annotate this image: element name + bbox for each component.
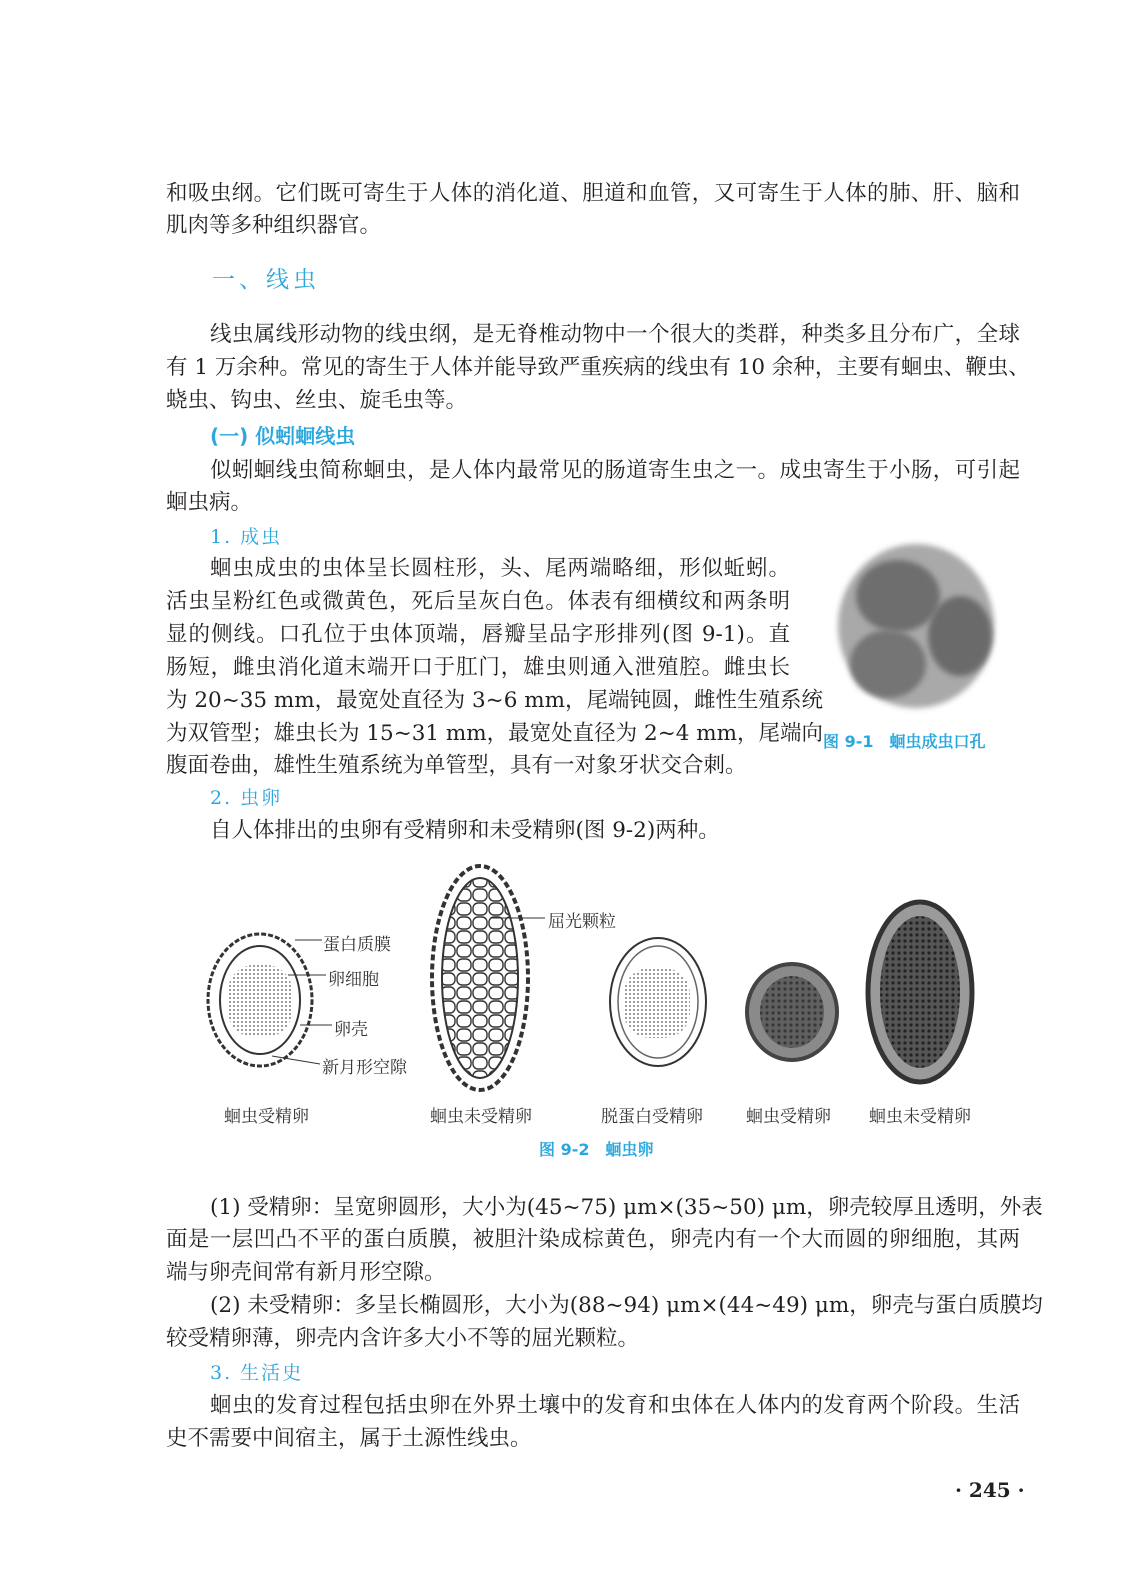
subsection-heading: (一) 似蚓蛔线虫 (210, 424, 356, 448)
panel-label: 蛔虫未受精卵 (869, 1107, 971, 1127)
body-text-line: 活虫呈粉红色或微黄色，死后呈灰白色。体表有细横纹和两条明 (166, 589, 790, 614)
figure-9-2-image (200, 860, 1000, 1100)
body-text-line: (2) 未受精卵：多呈长椭圆形，大小为(88~94) μm×(44~49) μm，卵壳与蛋白质膜均 (210, 1293, 1043, 1318)
figure-9-1-image (830, 536, 1002, 714)
body-text-line: 史不需要中间宿主，属于土源性线虫。 (166, 1426, 532, 1451)
body-text-line: 面是一层凹凸不平的蛋白质膜，被胆汁染成棕黄色，卵壳内有一个大而圆的卵细胞，其两 (166, 1227, 1020, 1252)
body-text-line: 为双管型；雄虫长为 15~31 mm，最宽处直径为 2~4 mm，尾端向 (166, 721, 823, 746)
adult-heading: 1. 成虫 (210, 526, 283, 548)
label-egg-cell: 卵细胞 (328, 970, 379, 990)
body-text-line: 显的侧线。口孔位于虫体顶端，唇瓣呈品字形排列(图 9-1)。直 (166, 622, 790, 647)
body-text-line: 有 1 万余种。常见的寄生于人体并能导致严重疾病的线虫有 10 余种，主要有蛔虫、鞭虫、 (166, 355, 1030, 380)
panel-label: 脱蛋白受精卵 (601, 1107, 703, 1127)
label-crescent-space: 新月形空隙 (322, 1058, 407, 1078)
label-protein-membrane: 蛋白质膜 (323, 935, 391, 955)
body-text-line: 肌肉等多种组织器官。 (166, 213, 382, 238)
page-number: · 245 · (955, 1478, 1025, 1502)
body-text-line: 为 20~35 mm，最宽处直径为 3~6 mm，尾端钝圆，雌性生殖系统 (166, 688, 823, 713)
body-text-line: 蛔虫成虫的虫体呈长圆柱形，头、尾两端略细，形似蚯蚓。 (210, 556, 790, 581)
panel-label: 蛔虫未受精卵 (430, 1107, 532, 1127)
figure-9-1-caption: 图 9-1 蛔虫成虫口孔 (823, 732, 986, 751)
body-text-line: 似蚓蛔线虫简称蛔虫，是人体内最常见的肠道寄生虫之一。成虫寄生于小肠，可引起 (210, 458, 1020, 483)
body-text-line: 自人体排出的虫卵有受精卵和未受精卵(图 9-2)两种。 (210, 818, 720, 843)
body-text-line: 蛲虫、钩虫、丝虫、旋毛虫等。 (166, 388, 468, 413)
body-text-line: 和吸虫纲。它们既可寄生于人体的消化道、胆道和血管，又可寄生于人体的肺、肝、脑和 (166, 181, 1020, 206)
body-text-line: 蛔虫病。 (166, 490, 253, 515)
body-text-line: 较受精卵薄，卵壳内含许多大小不等的屈光颗粒。 (166, 1326, 640, 1351)
body-text-line: 腹面卷曲，雄性生殖系统为单管型，具有一对象牙状交合刺。 (166, 753, 747, 778)
section-heading: 一、线虫 (212, 267, 320, 293)
label-shell: 卵壳 (334, 1020, 368, 1040)
body-text-line: 肠短，雌虫消化道末端开口于肛门，雄虫则通入泄殖腔。雌虫长 (166, 655, 790, 680)
egg-heading: 2. 虫卵 (210, 787, 283, 809)
panel-label: 蛔虫受精卵 (224, 1107, 309, 1127)
label-refractive-granules: 屈光颗粒 (548, 912, 616, 932)
body-text-line: 蛔虫的发育过程包括虫卵在外界土壤中的发育和虫体在人体内的发育两个阶段。生活 (210, 1393, 1020, 1418)
figure-9-2-caption: 图 9-2 蛔虫卵 (539, 1140, 654, 1159)
panel-label: 蛔虫受精卵 (746, 1107, 831, 1127)
body-text-line: 线虫属线形动物的线虫纲，是无脊椎动物中一个很大的类群，种类多且分布广，全球 (210, 322, 1020, 347)
body-text-line: (1) 受精卵：呈宽卵圆形，大小为(45~75) μm×(35~50) μm，卵壳较厚且透明，外表 (210, 1195, 1043, 1220)
lifecycle-heading: 3. 生活史 (210, 1362, 304, 1384)
body-text-line: 端与卵壳间常有新月形空隙。 (166, 1260, 446, 1285)
